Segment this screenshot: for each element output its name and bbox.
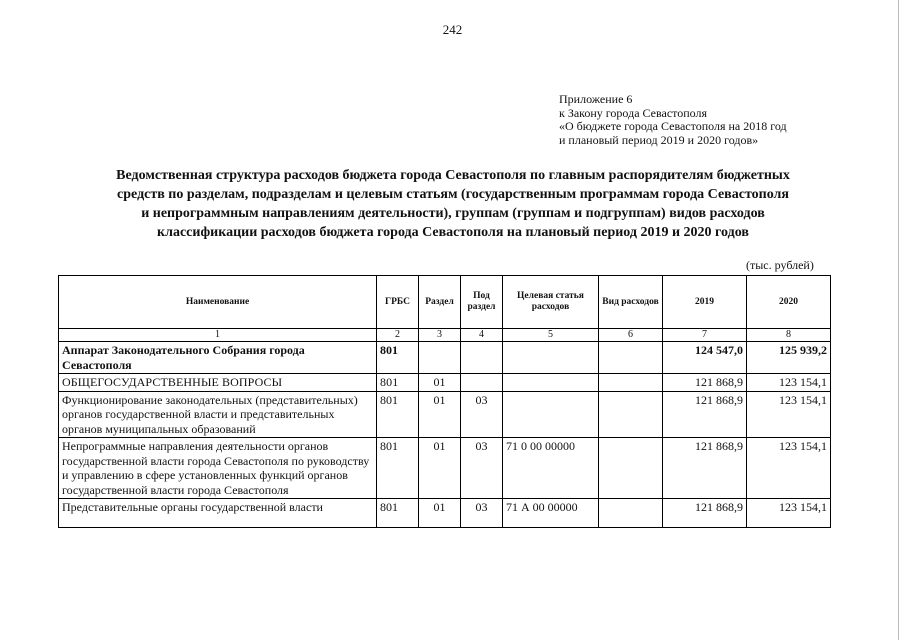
cell-razdel: 01	[419, 374, 461, 392]
units-label: (тыс. рублей)	[746, 258, 814, 272]
header-target: Целевая статья расходов	[503, 276, 599, 329]
table-row	[59, 438, 831, 499]
cell-podrazdel: 03	[461, 391, 503, 438]
title-line: и непрограммным направлениям деятельности), группам (группам и подгруппам) видов расходов	[141, 206, 765, 221]
cell-target	[503, 374, 599, 392]
cell-vid	[599, 499, 663, 528]
cell-podrazdel	[461, 374, 503, 392]
cell-grbs: 801	[377, 374, 419, 392]
appendix-block	[559, 93, 787, 147]
cell-2019: 124 547,0	[663, 342, 747, 374]
header-2020: 2020	[747, 276, 831, 329]
budget-table	[58, 275, 831, 528]
cell-razdel	[419, 342, 461, 374]
cell-podrazdel	[461, 342, 503, 374]
cell-vid	[599, 438, 663, 499]
cell-2019: 121 868,9	[663, 499, 747, 528]
appendix-line: и плановый период 2019 и 2020 годов»	[559, 132, 759, 147]
column-number: 1	[59, 329, 377, 342]
cell-2019: 121 868,9	[663, 438, 747, 499]
cell-vid	[599, 391, 663, 438]
cell-grbs: 801	[377, 438, 419, 499]
header-vid: Вид расходов	[599, 276, 663, 329]
cell-name: Представительные органы государственной власти	[59, 499, 377, 528]
cell-2020: 123 154,1	[747, 374, 831, 392]
cell-vid	[599, 342, 663, 374]
cell-2020: 125 939,2	[747, 342, 831, 374]
title-line: классификации расходов бюджета города Севастополя на плановый период 2019 и 2020 годов	[157, 225, 749, 240]
column-number: 4	[461, 329, 503, 342]
cell-target: 71 0 00 00000	[503, 438, 599, 499]
header-podrazdel: Под раздел	[461, 276, 503, 329]
table-row	[59, 391, 831, 438]
document-title	[60, 166, 846, 242]
cell-2019: 121 868,9	[663, 391, 747, 438]
table-row	[59, 374, 831, 392]
table-row	[59, 342, 831, 374]
cell-razdel: 01	[419, 391, 461, 438]
cell-target	[503, 342, 599, 374]
appendix-line: к Закону города Севастополя	[559, 105, 708, 120]
header-name: Наименование	[59, 276, 377, 329]
cell-name: ОБЩЕГОСУДАРСТВЕННЫЕ ВОПРОСЫ	[59, 374, 377, 392]
appendix-line: «О бюджете города Севастополя на 2018 год	[559, 119, 787, 133]
header-grbs: ГРБС	[377, 276, 419, 329]
column-number: 7	[663, 329, 747, 342]
cell-podrazdel: 03	[461, 499, 503, 528]
cell-2019: 121 868,9	[663, 374, 747, 392]
cell-podrazdel: 03	[461, 438, 503, 499]
cell-2020: 123 154,1	[747, 499, 831, 528]
title-line: средств по разделам, подразделам и целевым статьям (государственным программам города Севастополя	[117, 187, 789, 202]
cell-vid	[599, 374, 663, 392]
column-number: 8	[747, 329, 831, 342]
header-2019: 2019	[663, 276, 747, 329]
table-row	[59, 499, 831, 528]
column-number: 2	[377, 329, 419, 342]
cell-2020: 123 154,1	[747, 391, 831, 438]
scan-edge-line	[898, 0, 899, 640]
appendix-line: Приложение 6	[559, 92, 633, 106]
title-line: Ведомственная структура расходов бюджета города Севастополя по главным распорядителям бюджетных	[116, 168, 790, 183]
cell-razdel: 01	[419, 499, 461, 528]
cell-target: 71 А 00 00000	[503, 499, 599, 528]
cell-target	[503, 391, 599, 438]
column-number-row	[59, 329, 831, 342]
cell-razdel: 01	[419, 438, 461, 499]
header-row	[59, 276, 831, 329]
header-razdel: Раздел	[419, 276, 461, 329]
cell-name: Функционирование законодательных (представительных) органов государственной власти и представительных органов муниципальных образований	[59, 391, 377, 438]
cell-grbs: 801	[377, 499, 419, 528]
cell-2020: 123 154,1	[747, 438, 831, 499]
column-number: 6	[599, 329, 663, 342]
cell-grbs: 801	[377, 342, 419, 374]
cell-name: Аппарат Законодательного Собрания города Севастополя	[59, 342, 377, 374]
page-number: 242	[442, 22, 463, 37]
cell-grbs: 801	[377, 391, 419, 438]
column-number: 3	[419, 329, 461, 342]
cell-name: Непрограммные направления деятельности органов государственной власти города Севастополя по руководству и управлению в сфере установленных функций органов государственной власти города Севастополя	[59, 438, 377, 499]
column-number: 5	[503, 329, 599, 342]
